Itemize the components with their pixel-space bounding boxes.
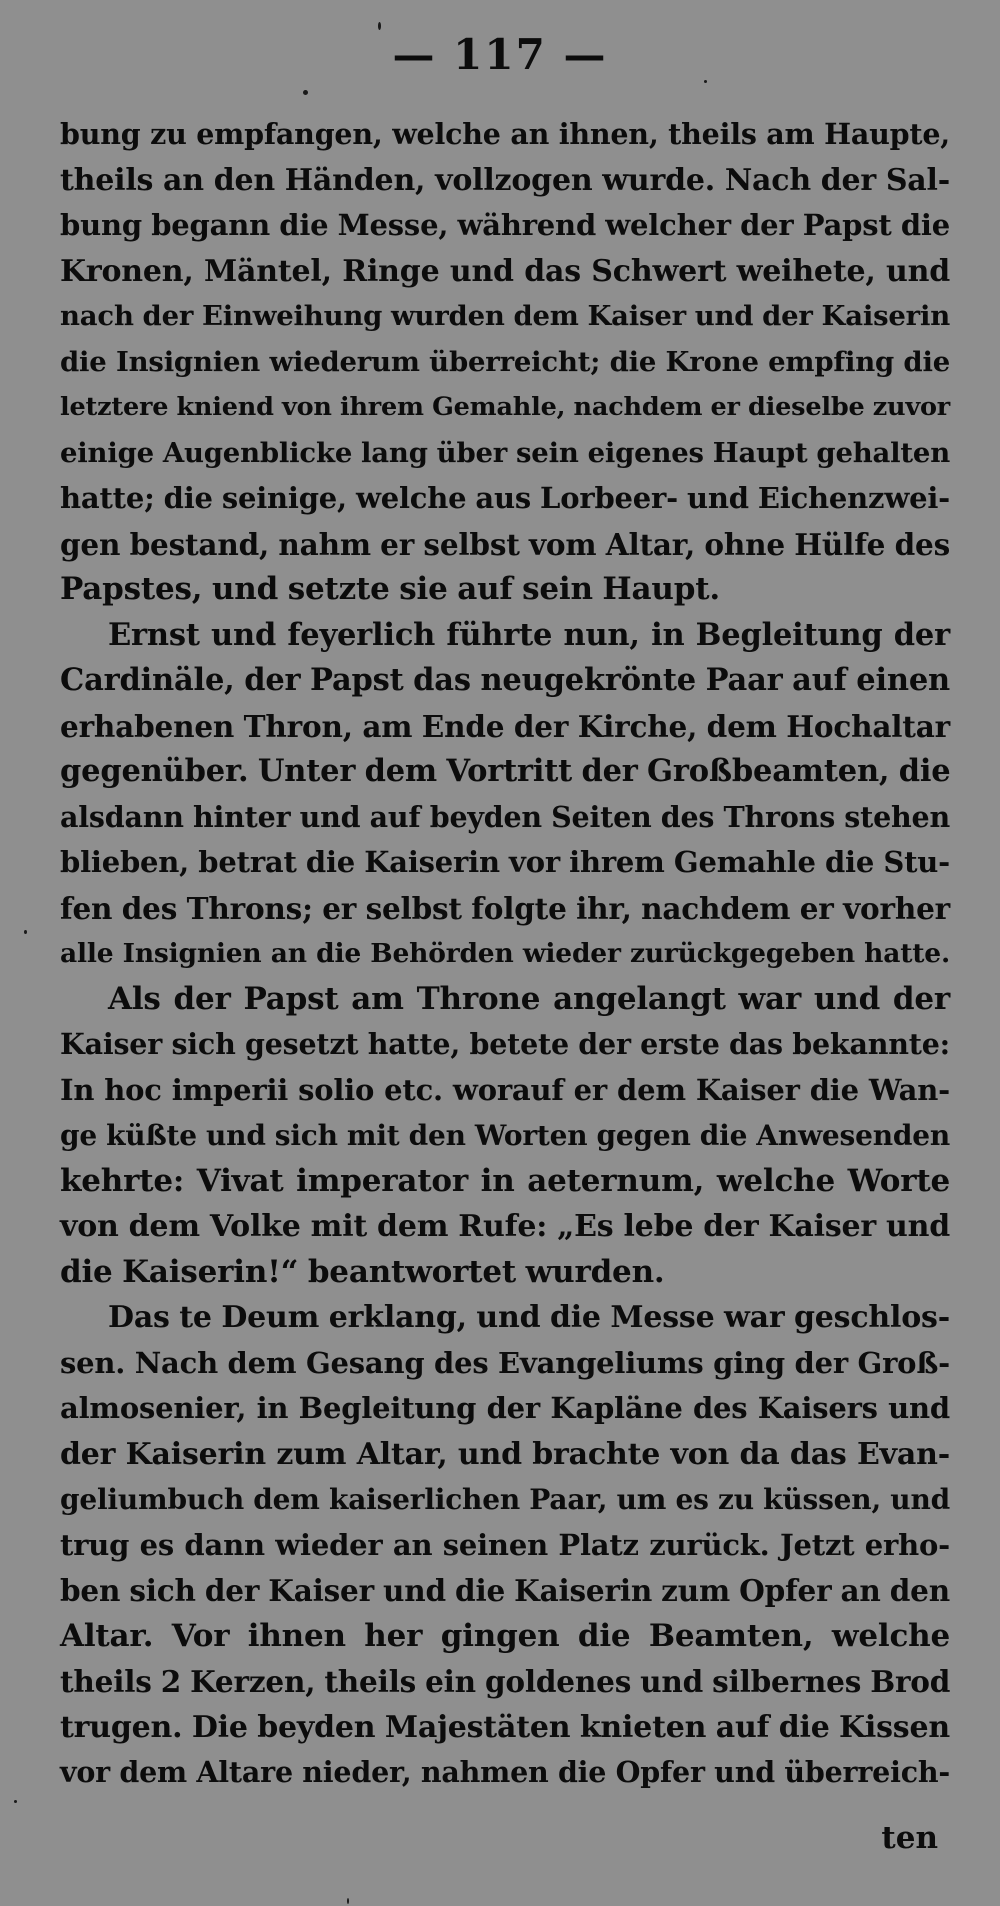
text-line: letztere kniend von ihrem Gemahle, nachdem er dieselbe zuvor: [60, 392, 950, 422]
text-line: geliumbuch dem kaiserlichen Paar, um es zu küssen, und: [60, 1483, 950, 1516]
text-line: ge küßte und sich mit den Worten gegen die Anwesenden: [60, 1119, 950, 1152]
text-line: nach der Einweihung wurden dem Kaiser und der Kaiserin: [60, 300, 950, 332]
text-line: gen bestand, nahm er selbst vom Altar, ohne Hülfe des: [60, 526, 950, 562]
text-line: der Kaiserin zum Altar, und brachte von da das Evan-: [60, 1436, 950, 1472]
page-number: — 117 —: [392, 30, 608, 79]
text-line: erhabenen Thron, am Ende der Kirche, dem Hochaltar: [60, 708, 950, 744]
text-line: hatte; die seinige, welche aus Lorbeer- und Eichenzwei-: [60, 481, 950, 515]
text-line: In hoc imperii solio etc. worauf er dem Kaiser die Wan-: [60, 1072, 950, 1107]
text-line: theils an den Händen, vollzogen wurde. Nach der Sal-: [60, 162, 950, 198]
scan-speck: [378, 22, 381, 30]
scan-speck: [303, 90, 308, 95]
text-line: einige Augenblicke lang über sein eigenes Haupt gehalten: [60, 436, 950, 469]
text-line: Cardinäle, der Papst das neugekrönte Paar auf einen: [60, 662, 950, 698]
text-line: alsdann hinter und auf beyden Seiten des Throns stehen: [60, 799, 950, 834]
text-line: von dem Volke mit dem Rufe: „Es lebe der Kaiser und: [60, 1209, 950, 1244]
text-line: Als der Papst am Throne angelangt war und der: [108, 980, 950, 1017]
text-line: gegenüber. Unter dem Vortritt der Großbeamten, die: [60, 753, 951, 789]
text-line: Das te Deum erklang, und die Messe war geschlos-: [108, 1300, 950, 1335]
text-line: trug es dann wieder an seinen Platz zurück. Jetzt erho-: [60, 1527, 950, 1562]
text-line: Kaiser sich gesetzt hatte, betete der erste das bekannte:: [60, 1027, 950, 1061]
text-line: fen des Throns; er selbst folgte ihr, nachdem er vorher: [60, 890, 950, 926]
text-line: kehrte: Vivat imperator in aeternum, welche Worte: [60, 1162, 950, 1199]
scan-speck: [347, 1898, 349, 1904]
text-line: alle Insignien an die Behörden wieder zurückgegeben hatte.: [60, 938, 950, 969]
body-text: [60, 112, 950, 1796]
text-line: theils 2 Kerzen, theils ein goldenes und silbernes Brod: [60, 1664, 951, 1699]
text-line: bung begann die Messe, während welcher der Papst die: [60, 208, 950, 242]
text-line: Altar. Vor ihnen her gingen die Beamten, welche: [60, 1617, 950, 1654]
text-line: Kronen, Mäntel, Ringe und das Schwert weihete, und: [60, 253, 950, 289]
text-line: Papstes, und setzte sie auf sein Haupt.: [60, 571, 720, 607]
catchword: ten: [881, 1820, 938, 1856]
text-line: ben sich der Kaiser und die Kaiserin zum Opfer an den: [60, 1573, 950, 1608]
scan-speck: [704, 80, 707, 83]
text-line: bung zu empfangen, welche an ihnen, theils am Haupte,: [60, 117, 950, 151]
text-line: Ernst und feyerlich führte nun, in Begleitung der: [108, 616, 950, 653]
text-line: trugen. Die beyden Majestäten knieten auf die Kissen: [60, 1709, 950, 1745]
text-line: die Kaiserin!“ beantwortet wurden.: [60, 1253, 665, 1290]
text-line: almosenier, in Begleitung der Kapläne des Kaisers und: [60, 1391, 950, 1425]
text-line: vor dem Altare nieder, nahmen die Opfer und überreich-: [60, 1755, 950, 1789]
scan-speck: [14, 1800, 17, 1803]
scan-speck: [24, 930, 27, 934]
text-line: blieben, betrat die Kaiserin vor ihrem Gemahle die Stu-: [60, 845, 950, 879]
text-line: die Insignien wiederum überreicht; die Krone empfing die: [60, 345, 950, 378]
text-line: sen. Nach dem Gesang des Evangeliums ging der Groß-: [60, 1345, 950, 1380]
